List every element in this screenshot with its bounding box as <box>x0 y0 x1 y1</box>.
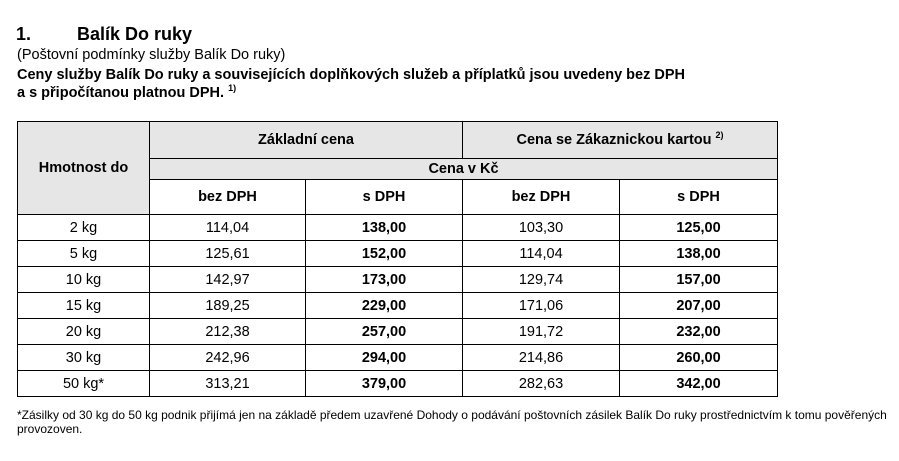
cell-base-net: 313,21 <box>150 371 306 397</box>
cell-base-net: 242,96 <box>150 345 306 371</box>
cell-weight: 5 kg <box>18 241 150 267</box>
cell-base-gross: 294,00 <box>306 345 463 371</box>
cell-weight: 2 kg <box>18 215 150 241</box>
cell-card-net: 103,30 <box>463 215 620 241</box>
cell-card-net: 282,63 <box>463 371 620 397</box>
table-row <box>18 267 778 293</box>
cell-base-net: 125,61 <box>150 241 306 267</box>
cell-card-gross: 232,00 <box>620 319 778 345</box>
header-currency: Cena v Kč <box>150 159 778 180</box>
cell-weight: 20 kg <box>18 319 150 345</box>
cell-weight: 10 kg <box>18 267 150 293</box>
cell-card-net: 114,04 <box>463 241 620 267</box>
cell-card-gross: 207,00 <box>620 293 778 319</box>
table-row <box>18 241 778 267</box>
table-row <box>18 371 778 397</box>
cell-base-gross: 229,00 <box>306 293 463 319</box>
header-weight: Hmotnost do <box>18 122 150 215</box>
cell-card-gross: 138,00 <box>620 241 778 267</box>
header-card-price-label: Cena se Zákaznickou kartou <box>516 132 712 148</box>
header-base-price: Základní cena <box>150 122 463 159</box>
cell-base-gross: 379,00 <box>306 371 463 397</box>
cell-base-gross: 173,00 <box>306 267 463 293</box>
cell-card-net: 214,86 <box>463 345 620 371</box>
table-row <box>18 293 778 319</box>
footnote-ref-1: 1) <box>228 83 237 94</box>
header-card-price <box>463 122 778 159</box>
intro-line-1: Ceny služby Balík Do ruky a souvisejících doplňkových služeb a příplatků jsou uvedeny bez DPH <box>17 67 685 83</box>
price-table <box>17 121 778 397</box>
cell-card-gross: 125,00 <box>620 215 778 241</box>
cell-card-net: 191,72 <box>463 319 620 345</box>
cell-base-net: 212,38 <box>150 319 306 345</box>
cell-base-gross: 152,00 <box>306 241 463 267</box>
section-heading <box>16 24 192 45</box>
footnote-ref-2: 2) <box>715 130 724 141</box>
subtitle: (Poštovní podmínky služby Balík Do ruky) <box>17 47 286 63</box>
footnote-text: *Zásilky od 30 kg do 50 kg podnik přijímá jen na základě předem uzavřené Dohody o podávání poštovních zásilek Balík Do ruky prostřednictvím k tomu pověřených provozoven. <box>17 408 887 436</box>
cell-base-gross: 138,00 <box>306 215 463 241</box>
cell-base-gross: 257,00 <box>306 319 463 345</box>
table-row <box>18 215 778 241</box>
header-base-gross: s DPH <box>306 180 463 215</box>
cell-card-net: 171,06 <box>463 293 620 319</box>
cell-weight: 15 kg <box>18 293 150 319</box>
cell-card-gross: 260,00 <box>620 345 778 371</box>
cell-weight: 30 kg <box>18 345 150 371</box>
cell-base-net: 189,25 <box>150 293 306 319</box>
cell-card-net: 129,74 <box>463 267 620 293</box>
cell-card-gross: 157,00 <box>620 267 778 293</box>
section-title: Balík Do ruky <box>77 24 193 44</box>
cell-card-gross: 342,00 <box>620 371 778 397</box>
intro-line-2-text: a s připočítanou platnou DPH. <box>17 85 225 101</box>
header-base-net: bez DPH <box>150 180 306 215</box>
table-row <box>18 345 778 371</box>
table-row <box>18 319 778 345</box>
intro-line-2 <box>17 84 685 102</box>
header-card-gross: s DPH <box>620 180 778 215</box>
cell-base-net: 114,04 <box>150 215 306 241</box>
cell-base-net: 142,97 <box>150 267 306 293</box>
section-number: 1. <box>16 24 32 44</box>
intro-paragraph <box>17 66 685 102</box>
cell-weight: 50 kg* <box>18 371 150 397</box>
header-card-net: bez DPH <box>463 180 620 215</box>
